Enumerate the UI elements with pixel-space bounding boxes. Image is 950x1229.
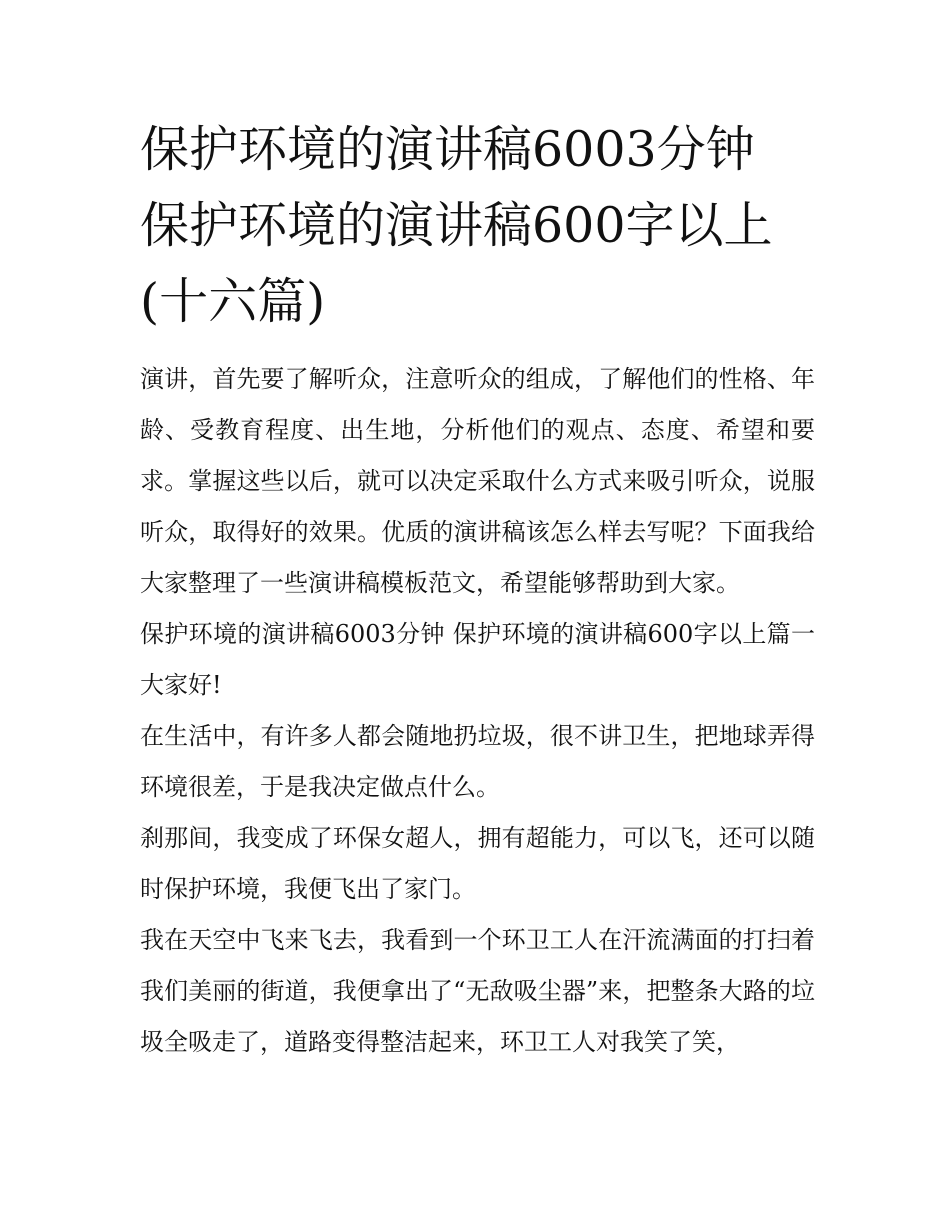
- document-title: [140, 112, 815, 340]
- body-paragraph: 在生活中，有许多人都会随地扔垃圾，很不讲卫生，把地球弄得环境很差，于是我决定做点什么。: [140, 722, 815, 801]
- document-body: [140, 112, 815, 1068]
- title-line-3: (十六篇): [140, 273, 326, 330]
- intro-paragraph: 演讲，首先要了解听众，注意听众的组成，了解他们的性格、年龄、受教育程度、出生地，分析他们的观点、态度、希望和要求。掌握这些以后，就可以决定采取什么方式来吸引听众，说服听众，取得好的效果。优质的演讲稿该怎么样去写呢？下面我给大家整理了一些演讲稿模板范文，希望能够帮助到大家。: [140, 365, 815, 597]
- section-heading-paragraph: 保护环境的演讲稿6003分钟 保护环境的演讲稿600字以上篇一 大家好!: [140, 620, 815, 699]
- title-line-2: 保护环境的演讲稿600字以上: [140, 197, 773, 254]
- body-paragraph: 我在天空中飞来飞去，我看到一个环卫工人在汗流满面的打扫着我们美丽的街道，我便拿出了“无敌吸尘器”来，把整条大路的垃圾全吸走了，道路变得整洁起来，环卫工人对我笑了笑，: [140, 926, 815, 1056]
- body-paragraph: 刹那间，我变成了环保女超人，拥有超能力，可以飞，还可以随时保护环境，我便飞出了家门。: [140, 824, 815, 903]
- title-line-1: 保护环境的演讲稿6003分钟: [140, 121, 755, 178]
